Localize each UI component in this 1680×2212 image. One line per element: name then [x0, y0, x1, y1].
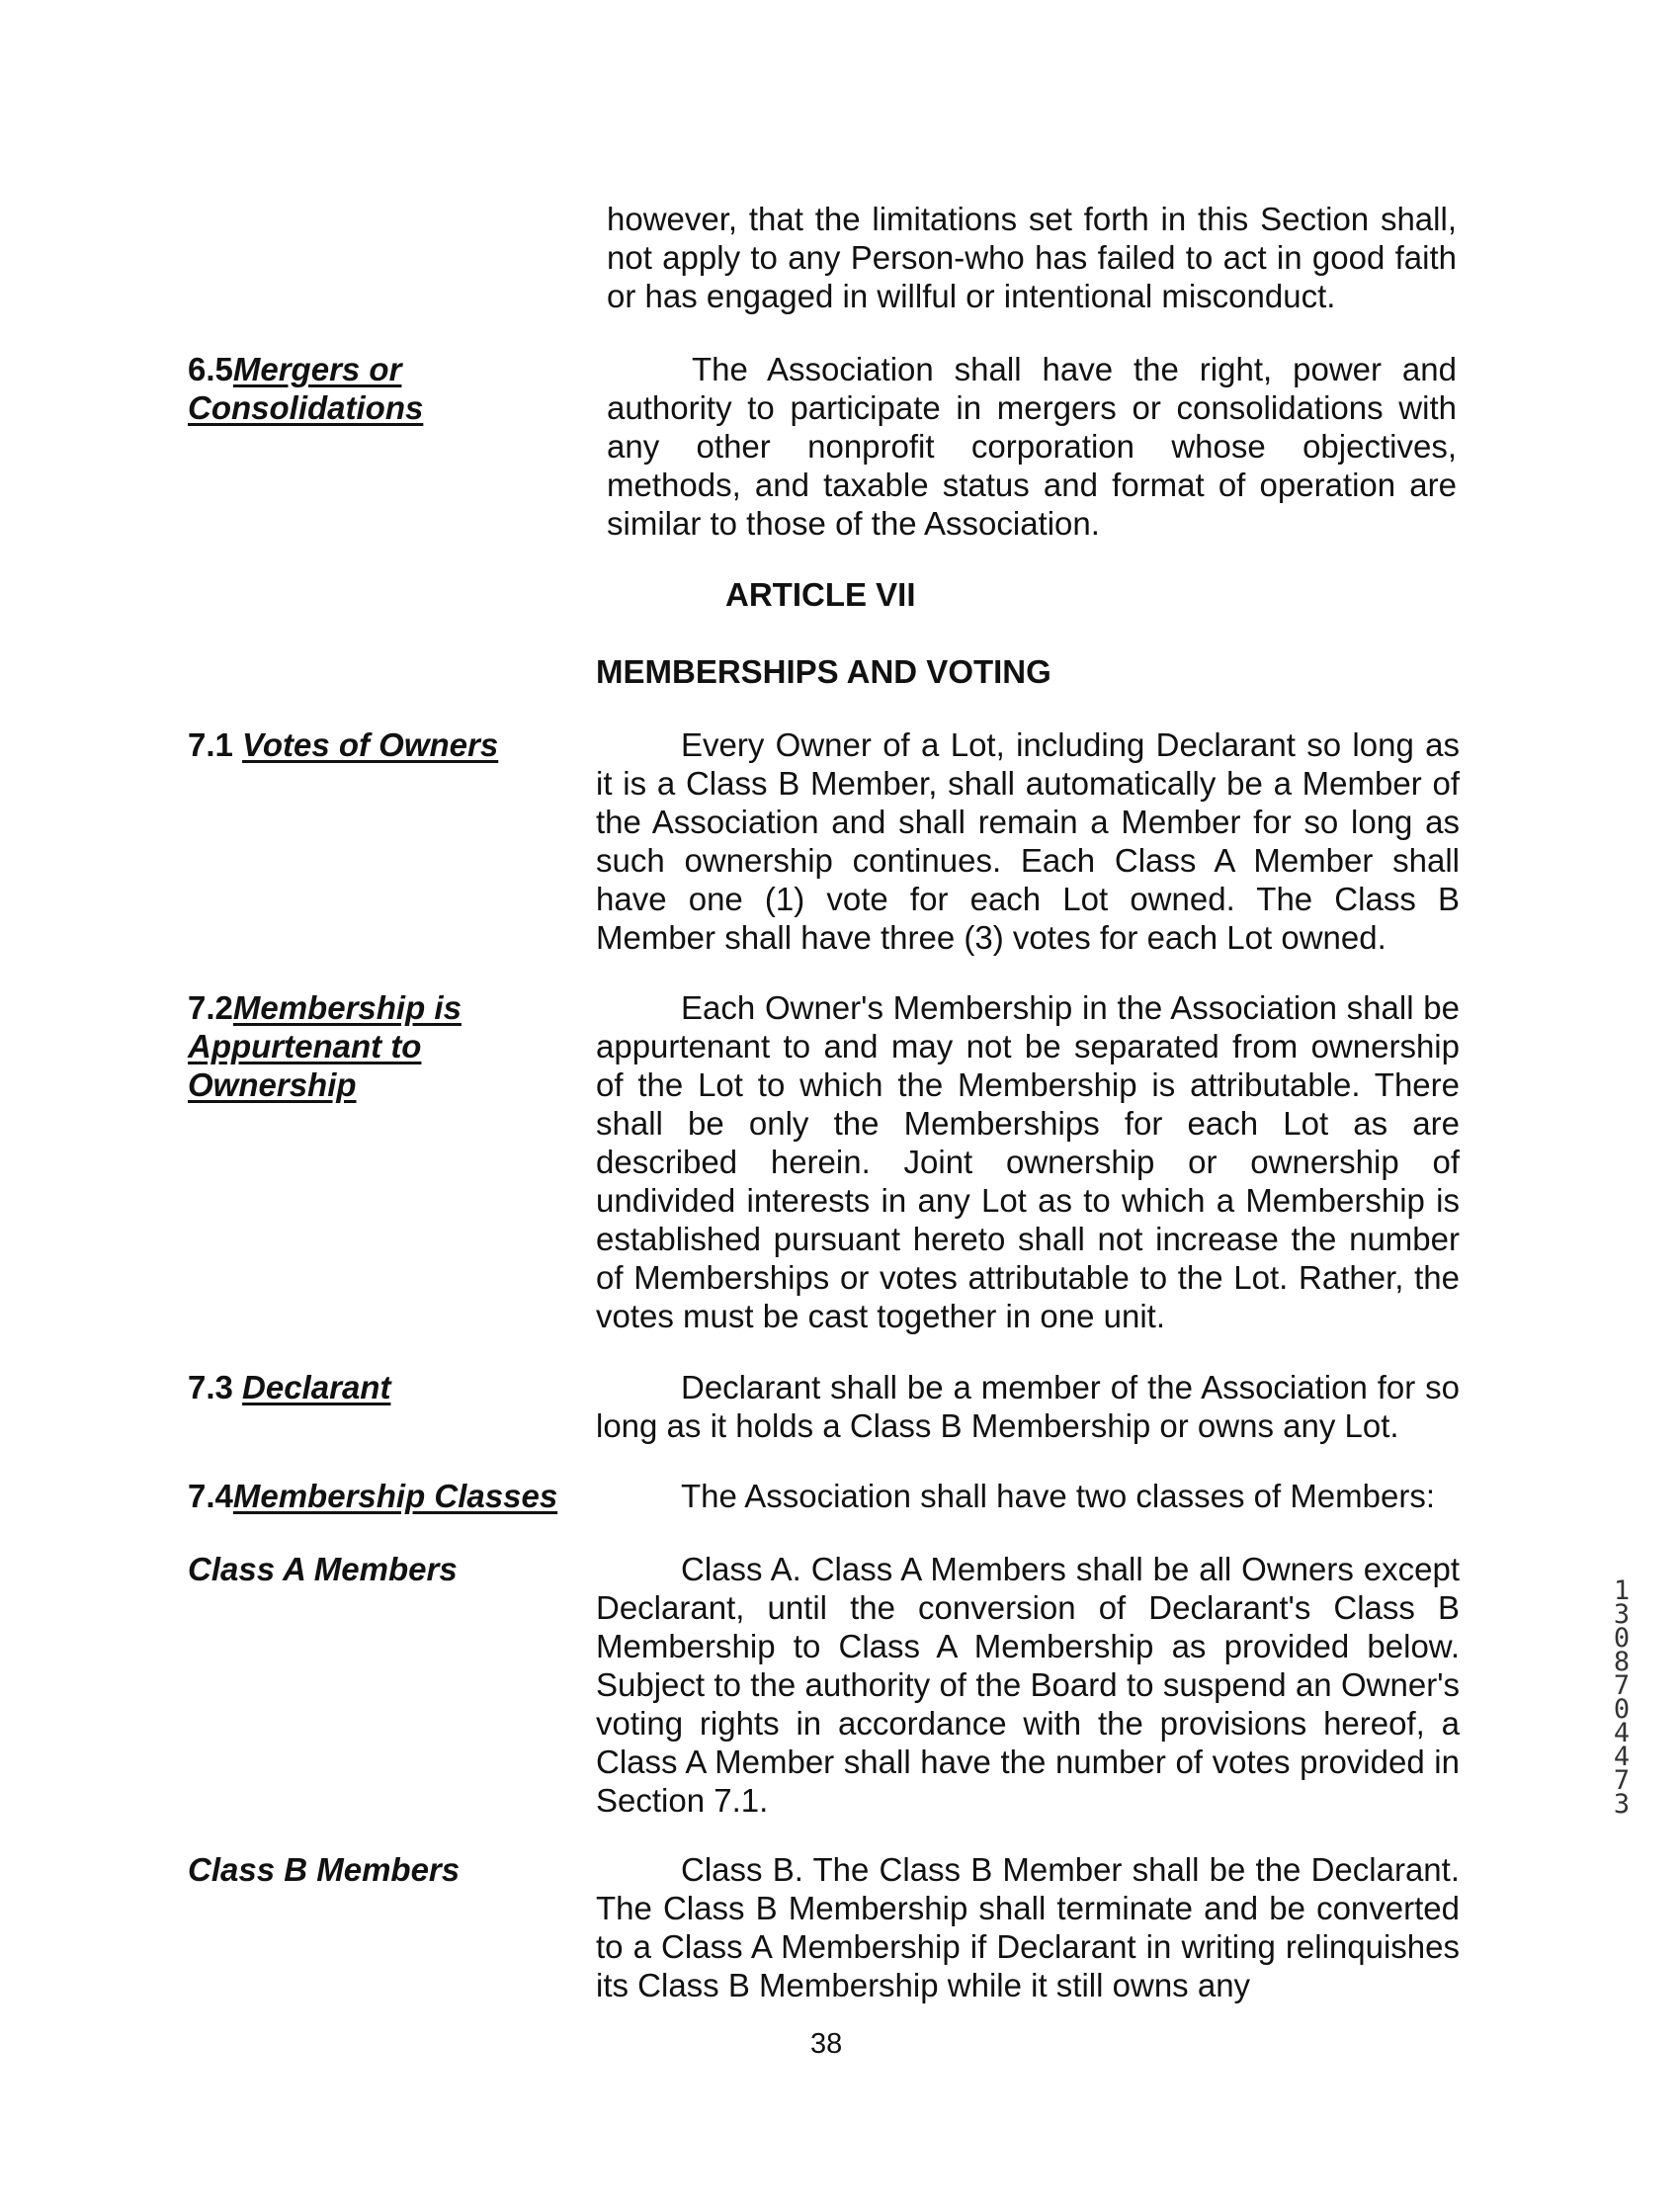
- class-b-label: Class B Members: [188, 1851, 461, 1888]
- section-title: Votes of Owners: [242, 726, 499, 763]
- page-number: 38: [810, 2028, 843, 2060]
- section-title: Membership is: [232, 989, 462, 1026]
- section-7-2-heading: [188, 988, 462, 1104]
- section-title: Membership Classes: [232, 1478, 558, 1514]
- section-title-line2: Consolidations: [188, 389, 424, 426]
- section-title-line3: Ownership: [188, 1066, 357, 1103]
- class-a-label: Class A Members: [188, 1551, 458, 1587]
- article-title: MEMBERSHIPS AND VOTING: [596, 653, 1051, 690]
- recording-stamp: 13087 04473: [1613, 1575, 1631, 1820]
- section-7-2-text: Each Owner's Membership in the Association shall be appurtenant to and may not be separated from ownership of the Lot to which the Membership is attributable. There shall be only the Memberships for each Lot as are described herein. Joint ownership or ownership of undivided interests in any Lot as to which a Membership is established pursuant hereto shall not increase the number of Memberships or votes attributable to the Lot. Rather, the votes must be cast together in one unit.: [596, 989, 1460, 1334]
- section-7-1-heading: [188, 725, 498, 764]
- section-title-line2: Appurtenant to: [188, 1028, 422, 1064]
- section-7-4-text: The Association shall have two classes of Members:: [681, 1478, 1436, 1514]
- section-number: 7.1: [188, 726, 233, 763]
- section-title: Declarant: [242, 1369, 391, 1405]
- section-6-5-text: The Association shall have the right, power and authority to participate in mergers or consolidations with any other nonprofit corporation whose objectives, methods, and taxable status and format of operation are similar to those of the Association.: [607, 351, 1457, 542]
- section-7-3-heading: [188, 1368, 390, 1406]
- section-title: Mergers or: [232, 351, 402, 387]
- section-number: 7.3: [188, 1369, 233, 1405]
- section-7-4-heading: [188, 1477, 557, 1515]
- article-number: ARTICLE VII: [725, 576, 916, 613]
- continuation-paragraph: however, that the limitations set forth in this Section shall, not apply to any Person-who has failed to act in good faith or has engaged in willful or intentional misconduct.: [607, 201, 1457, 314]
- section-number: 6.5: [188, 351, 233, 387]
- section-7-3-text: Declarant shall be a member of the Association for so long as it holds a Class B Membership or owns any Lot.: [596, 1369, 1460, 1444]
- section-number: 7.2: [188, 989, 233, 1026]
- class-a-text: Class A. Class A Members shall be all Owners except Declarant, until the conversion of Declarant's Class B Membership to Class A Membership as provided below. Subject to the authority of the Board to suspend an Owner's voting rights in accordance with the provisions hereof, a Class A Member shall have the number of votes provided in Section 7.1.: [596, 1551, 1460, 1819]
- class-b-text: Class B. The Class B Member shall be the Declarant. The Class B Membership shall terminate and be converted to a Class A Membership if Declarant in writing relinquishes its Class B Membership while it still owns any: [596, 1851, 1460, 2003]
- section-number: 7.4: [188, 1478, 233, 1514]
- section-6-5-heading: [188, 350, 423, 427]
- section-7-1-text: Every Owner of a Lot, including Declarant so long as it is a Class B Member, shall automatically be a Member of the Association and shall remain a Member for so long as such ownership continues. Each Class A Member shall have one (1) vote for each Lot owned. The Class B Member shall have three (3) votes for each Lot owned.: [596, 726, 1460, 956]
